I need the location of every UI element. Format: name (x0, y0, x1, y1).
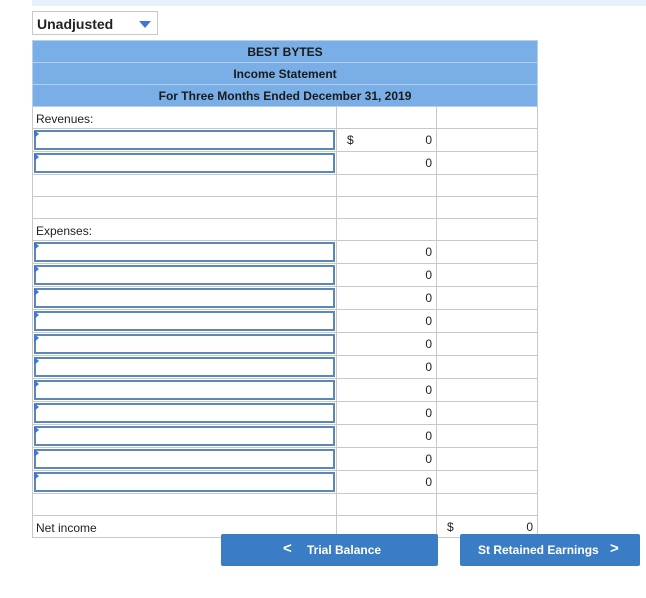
dropdown-marker-icon (34, 403, 39, 411)
chevron-down-icon[interactable] (139, 21, 151, 28)
expense-account-3[interactable] (33, 287, 337, 310)
statement-title: Income Statement (33, 63, 538, 85)
expense-account-5[interactable] (33, 333, 337, 356)
currency-symbol: $ (347, 133, 354, 147)
revenues-label: Revenues: (33, 107, 337, 129)
dropdown-marker-icon (34, 426, 39, 434)
top-strip (32, 0, 646, 6)
chevron-left-icon: < (283, 540, 292, 557)
expense-amount-7[interactable]: 0 (337, 379, 437, 402)
revenue-total-label[interactable] (33, 175, 337, 197)
expense-amount-6[interactable]: 0 (337, 356, 437, 379)
expenses-label: Expenses: (33, 219, 337, 241)
expense-total-cell (437, 287, 538, 310)
expense-total-cell (437, 471, 538, 494)
currency-symbol: $ (447, 520, 454, 534)
revenue-account-1[interactable] (33, 129, 337, 152)
expense-amount-2[interactable]: 0 (337, 264, 437, 287)
dropdown-marker-icon (34, 265, 39, 273)
income-statement-table (32, 40, 538, 538)
expense-account-2[interactable] (33, 264, 337, 287)
expense-total-cell (437, 356, 538, 379)
expense-total-cell (437, 333, 538, 356)
expense-amount-4[interactable]: 0 (337, 310, 437, 333)
expense-amount-10[interactable]: 0 (337, 448, 437, 471)
expense-total-cell (437, 264, 538, 287)
dropdown-marker-icon (34, 288, 39, 296)
dropdown-marker-icon (34, 242, 39, 250)
view-select-value: Unadjusted (37, 16, 114, 32)
expense-account-10[interactable] (33, 448, 337, 471)
expense-account-6[interactable] (33, 356, 337, 379)
dropdown-marker-icon (34, 334, 39, 342)
chevron-right-icon: > (610, 540, 619, 557)
trial-balance-label: Trial Balance (307, 543, 382, 557)
expense-amount-8[interactable]: 0 (337, 402, 437, 425)
net-income-label: Net income (33, 516, 337, 538)
dropdown-marker-icon (34, 449, 39, 457)
expense-amount-11[interactable]: 0 (337, 471, 437, 494)
expense-total-cell (437, 425, 538, 448)
expense-total-cell (437, 379, 538, 402)
statement-period: For Three Months Ended December 31, 2019 (33, 85, 538, 107)
dropdown-marker-icon (34, 357, 39, 365)
expense-account-8[interactable] (33, 402, 337, 425)
expense-account-9[interactable] (33, 425, 337, 448)
dropdown-marker-icon (34, 472, 39, 480)
blank-row (33, 197, 337, 219)
company-name: BEST BYTES (33, 41, 538, 63)
expense-total-cell (437, 310, 538, 333)
expense-amount-9[interactable]: 0 (337, 425, 437, 448)
revenue-total-amount (337, 175, 437, 197)
dropdown-marker-icon (34, 153, 39, 161)
expense-total-cell (437, 241, 538, 264)
expense-amount-1[interactable]: 0 (337, 241, 437, 264)
expense-account-4[interactable] (33, 310, 337, 333)
trial-balance-button[interactable] (221, 534, 438, 566)
dropdown-marker-icon (34, 380, 39, 388)
expense-account-11[interactable] (33, 471, 337, 494)
expense-total-cell (437, 448, 538, 471)
revenue-account-2[interactable] (33, 152, 337, 175)
dropdown-marker-icon (34, 130, 39, 138)
expense-total-cell (437, 402, 538, 425)
expense-account-7[interactable] (33, 379, 337, 402)
retained-earnings-label: St Retained Earnings (478, 543, 599, 557)
expense-amount-3[interactable]: 0 (337, 287, 437, 310)
expense-amount-5[interactable]: 0 (337, 333, 437, 356)
revenue-amount-2[interactable]: 0 (337, 152, 437, 175)
dropdown-marker-icon (34, 311, 39, 319)
blank-row (33, 494, 337, 516)
view-select[interactable] (32, 11, 158, 35)
net-income-amount[interactable]: $ 0 (437, 516, 538, 538)
revenue-amount-1[interactable]: $ 0 (337, 129, 437, 152)
expense-account-1[interactable] (33, 241, 337, 264)
retained-earnings-button[interactable] (460, 534, 640, 566)
